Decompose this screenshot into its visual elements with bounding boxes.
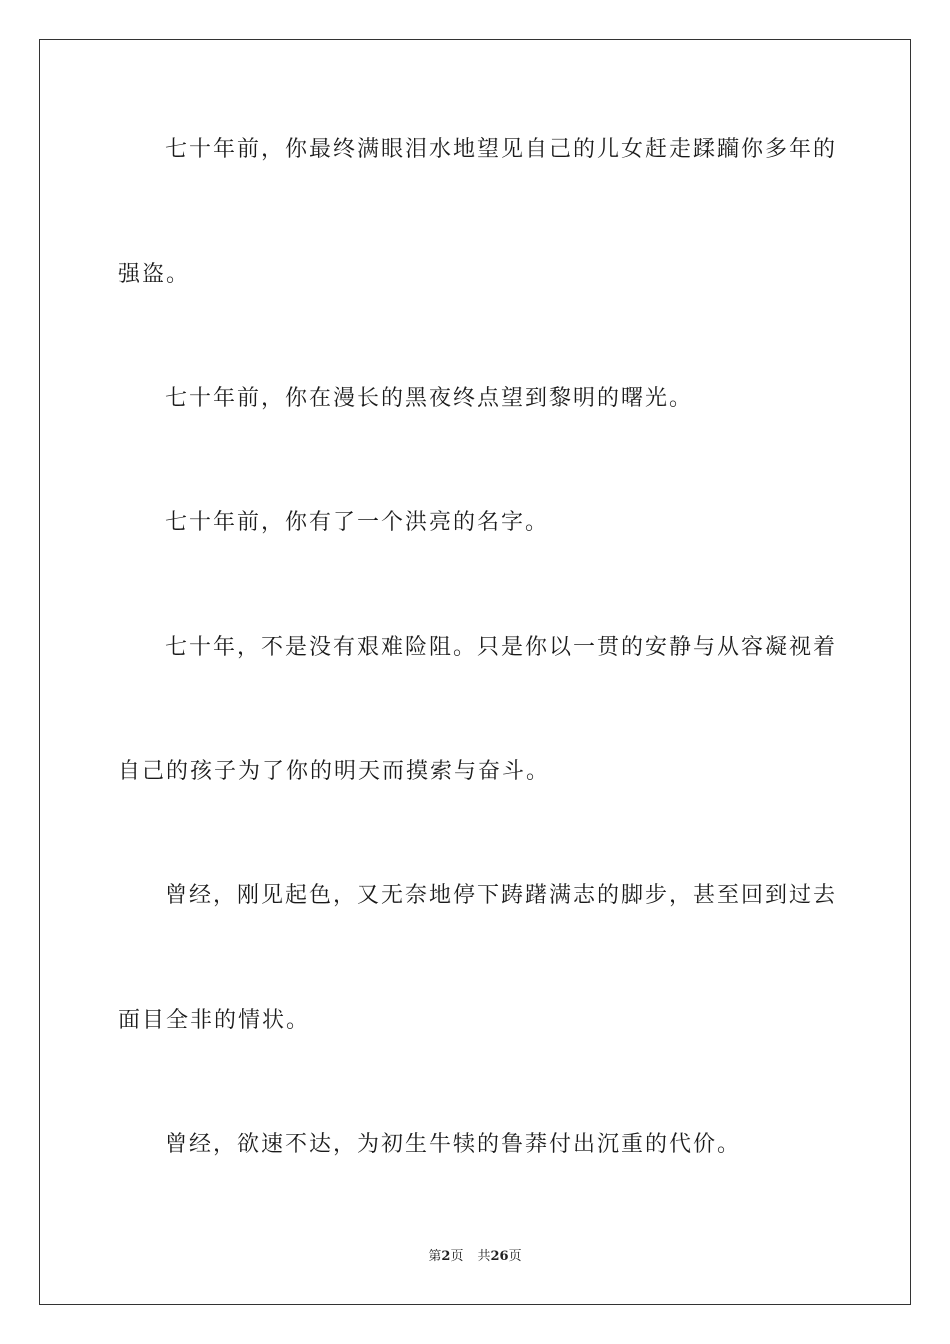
paragraph-line-9: 曾经，欲速不达，为初生牛犊的鲁莽付出沉重的代价。 <box>165 1132 742 1157</box>
paragraph-line-7: 曾经，刚见起色，又无奈地停下踌躇满志的脚步，甚至回到过去 <box>165 883 838 908</box>
paragraph-line-2: 强盗。 <box>118 262 191 287</box>
page-border <box>39 39 911 1305</box>
paragraph-line-1: 七十年前，你最终满眼泪水地望见自己的儿女赶走蹂躏你多年的 <box>165 137 838 162</box>
paragraph-line-8: 面目全非的情状。 <box>118 1008 311 1033</box>
paragraph-line-5: 七十年，不是没有艰难险阻。只是你以一贯的安静与从容凝视着 <box>165 635 838 660</box>
paragraph-line-4: 七十年前，你有了一个洪亮的名字。 <box>165 510 550 535</box>
footer-page-number: 2 <box>441 1249 451 1264</box>
paragraph-line-6: 自己的孩子为了你的明天而摸索与奋斗。 <box>118 759 551 784</box>
footer-total-prefix: 共 <box>477 1249 491 1264</box>
footer-total-pages: 26 <box>490 1249 509 1264</box>
page-footer <box>0 1248 950 1266</box>
footer-page-prefix: 第 <box>428 1249 442 1264</box>
paragraph-line-3: 七十年前，你在漫长的黑夜终点望到黎明的曙光。 <box>165 386 694 411</box>
footer-page-suffix: 页 <box>450 1249 464 1264</box>
footer-total-suffix: 页 <box>508 1249 522 1264</box>
